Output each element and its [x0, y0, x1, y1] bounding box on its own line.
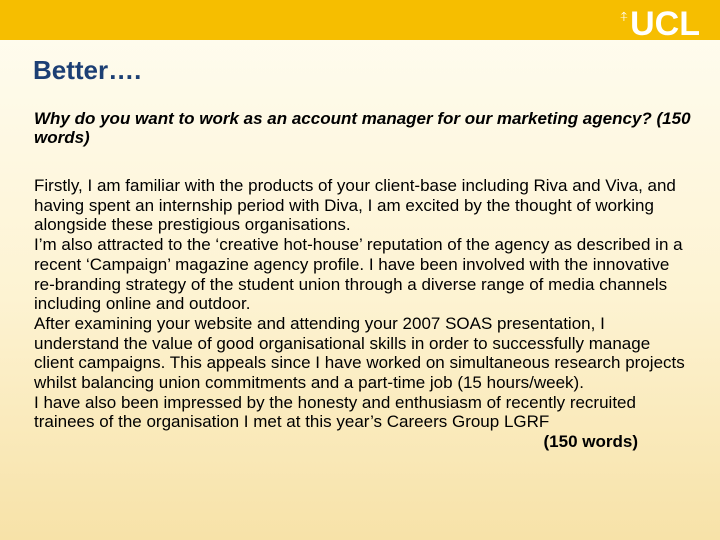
- ucl-logo: [620, 5, 700, 43]
- answer-paragraph: I’m also attracted to the ‘creative hot-house’ reputation of the agency as described in a recent ‘Campaign’ magazine agency profile. I have been involved with the innovative re-branding strategy of the student union through a diverse range of media channels including online and outdoor.: [34, 235, 683, 314]
- answer-paragraph-last: [34, 392, 694, 452]
- question-text: Why do you want to work as an account manager for our marketing agency? (150 words): [34, 109, 691, 147]
- ucl-crest-icon: ⍏: [620, 10, 629, 25]
- answer-paragraph-text: I have also been impressed by the honesty and enthusiasm of recently recruited trainees of the organisation I met at this year’s Careers Group LGRF: [34, 392, 636, 432]
- word-count-label: (150 words): [543, 432, 638, 452]
- ucl-logo-text: UCL: [630, 5, 700, 43]
- answer-paragraph: Firstly, I am familiar with the products of your client-base including Riva and Viva, and having spent an internship period with Diva, I am excited by the thought of working alongside these prestigious organisations.: [34, 176, 676, 235]
- header-bar: [0, 0, 720, 43]
- slide-title: Better….: [33, 55, 142, 85]
- answer-body: [34, 176, 694, 452]
- answer-paragraph: After examining your website and attending your 2007 SOAS presentation, I understand the value of good organisational skills in order to successfully manage client campaigns. This appeals since I have worked on simultaneous research projects whilst balancing union commitments and a part-time job (15 hours/week).: [34, 313, 685, 393]
